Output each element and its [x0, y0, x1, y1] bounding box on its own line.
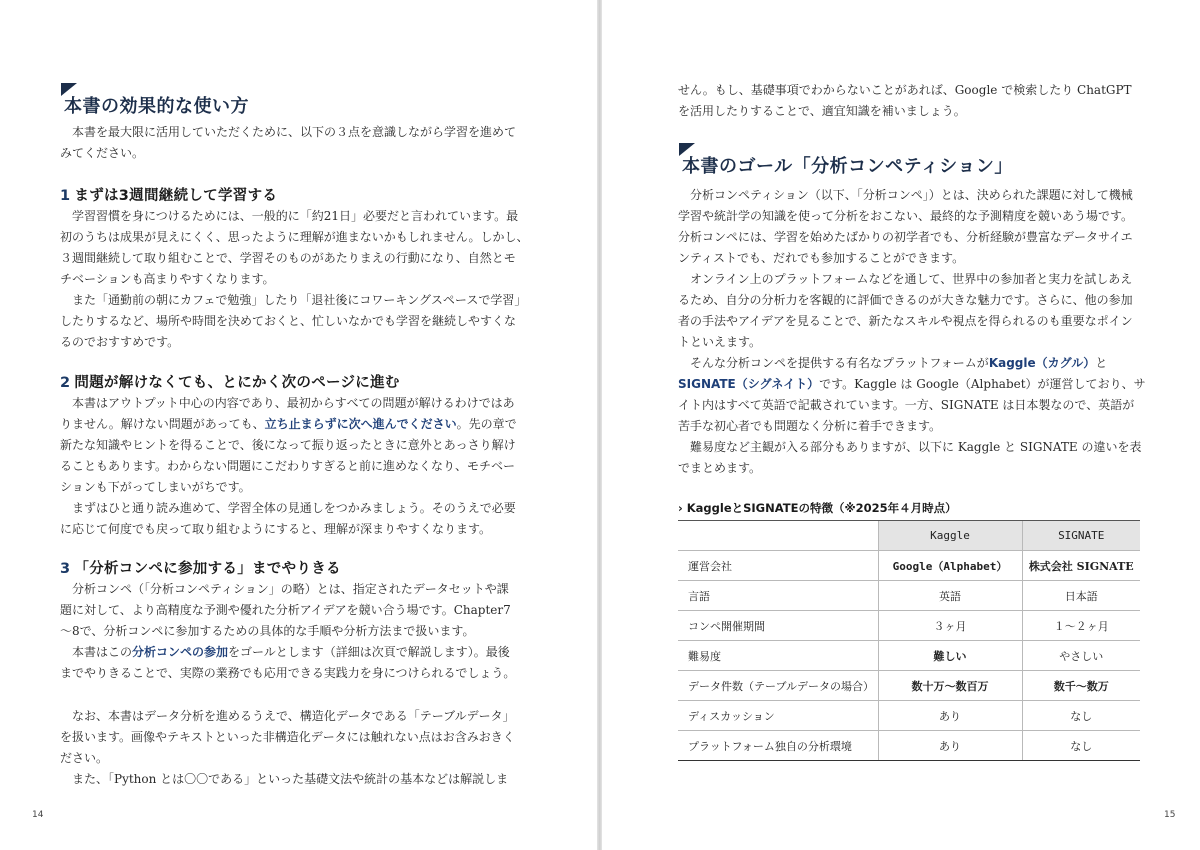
table-row-label: データ件数（テーブルデータの場合）	[678, 671, 878, 701]
table-cell: あり	[878, 731, 1022, 761]
subheading-number: 2	[60, 375, 71, 391]
table-cell: １～２ヶ月	[1022, 611, 1140, 641]
body-text: をゴールとします（詳細は次頁で解説します）。最後	[228, 645, 510, 659]
body-line: るのでおすすめです。	[60, 335, 180, 349]
subheading-text: まずは3週間継続して学習する	[74, 188, 278, 204]
body-line: 分析コンペティション（以下、「分析コンペ」）とは、決められた課題に対して機械	[678, 188, 1133, 202]
body-text: そんな分析コンペを提供する有名なプラットフォームが	[678, 356, 989, 370]
table-cell: 数千～数万	[1022, 671, 1140, 701]
table-header-cell: Kaggle	[878, 521, 1022, 551]
subheading-3	[60, 557, 341, 578]
body-line	[678, 355, 1107, 371]
body-line: ンティストでも、だれでも参加することができます。	[678, 251, 965, 265]
page-number: 15	[1164, 810, 1176, 820]
table-row	[678, 641, 1140, 671]
subheading-text: 問題が解けなくても、とにかく次のページに進む	[74, 375, 400, 391]
table-header-cell: SIGNATE	[1022, 521, 1140, 551]
body-line: 分析コンペ（「分析コンペティション」の略）とは、指定されたデータセットや課	[60, 582, 509, 596]
body-text: と	[1095, 356, 1108, 370]
table-cell: 数十万～数百万	[878, 671, 1022, 701]
body-line: 者の手法やアイデアを見ることで、新たなスキルや視点を得られるのも重要なポイン	[678, 314, 1133, 328]
table-cell: 株式会社 SIGNATE	[1022, 551, 1140, 581]
body-line: 本書はアウトプット中心の内容であり、最初からすべての問題が解けるわけではあ	[60, 396, 515, 410]
table-cell: 英語	[878, 581, 1022, 611]
table-cell: あり	[878, 701, 1022, 731]
body-line	[60, 644, 510, 660]
heading-corner-mark	[679, 143, 695, 156]
intro-line: みてください。	[60, 146, 145, 160]
table-header-cell	[678, 521, 878, 551]
table-title: › KaggleとSIGNATEの特徴（※2025年４月時点）	[678, 501, 957, 515]
body-line: ることもあります。わからない問題にこだわりすぎると前に進めなくなり、モチベー	[60, 459, 516, 473]
heading-text: 本書の効果的な使い方	[64, 96, 249, 117]
body-line: イト内はすべて英語で記載されています。一方、SIGNATE は日本製なので、英語が	[678, 398, 1135, 412]
highlight-text: SIGNATE（シグネイト）	[678, 377, 820, 391]
table-cell: やさしい	[1022, 641, 1140, 671]
table-row-label: 運営会社	[678, 551, 878, 581]
table-row	[678, 581, 1140, 611]
body-line: 分析コンペには、学習を始めたばかりの初学者でも、分析経験が豊富なデータサイエ	[678, 230, 1133, 244]
body-line: を活用したりすることで、適宜知識を補いましょう。	[678, 104, 966, 118]
table-row-label: 難易度	[678, 641, 878, 671]
body-text: です。Kaggle は Google（Alphabet）が運営しており、サ	[819, 377, 1146, 391]
body-line: チベーションも高まりやすくなります。	[60, 272, 275, 286]
highlight-text: 立ち止まらずに次へ進んでください	[264, 417, 457, 431]
highlight-text: Kaggle（カグル）	[988, 356, 1096, 370]
section-heading	[64, 92, 249, 118]
body-line: また「通勤前の朝にカフェで勉強」したり「退社後にコワーキングスペースで学習」	[60, 293, 527, 307]
body-line: 題に対して、より高精度な予測や優れた分析アイデアを競い合う場です。Chapter7	[60, 603, 511, 617]
body-line: ださい。	[60, 751, 109, 765]
intro-line: 本書を最大限に活用していただくために、以下の３点を意識しながら学習を進めて	[60, 125, 517, 139]
table-cell: Google（Alphabet）	[878, 551, 1022, 581]
table-cell: 日本語	[1022, 581, 1140, 611]
table-row	[678, 551, 1140, 581]
body-text: りません。解けない問題があっても、	[60, 417, 265, 431]
heading-corner-mark	[61, 83, 77, 96]
highlight-text: 分析コンペの参加	[132, 645, 229, 659]
body-line: トといえます。	[678, 335, 762, 349]
table-row	[678, 611, 1140, 641]
body-line: 難易度など主観が入る部分もありますが、以下に Kaggle と SIGNATE の違いを表	[678, 440, 1142, 454]
table-row-label: コンペ開催期間	[678, 611, 878, 641]
body-line: 学習や統計学の知識を使って分析をおこない、最終的な予測精度を競いあう場です。	[678, 209, 1134, 223]
body-text: 本書はこの	[60, 645, 133, 659]
heading-text: 本書のゴール「分析コンペティション」	[682, 156, 1013, 177]
section-heading	[682, 152, 1013, 178]
body-line: また、「Python とは〇〇である」といった基礎文法や統計の基本などは解説しま	[60, 772, 509, 786]
body-line: に応じて何度でも戻って取り組むようにすると、理解が深まりやすくなります。	[60, 522, 492, 536]
body-line: ３週間継続して取り組むことで、学習そのものがあたりまえの行動になり、自然とモ	[60, 251, 516, 265]
table-cell: なし	[1022, 701, 1140, 731]
body-line: を扱います。画像やテキストといった非構造化データには触れない点はお含みおきく	[60, 730, 515, 744]
table-header-row	[678, 521, 1140, 551]
left-page	[0, 0, 598, 850]
body-line: なお、本書はデータ分析を進めるうえで、構造化データである「テーブルデータ」	[60, 709, 515, 723]
body-line: せん。もし、基礎事項でわからないことがあれば、Google で検索したり ChatGPT	[678, 83, 1132, 97]
table-cell: なし	[1022, 731, 1140, 761]
table-cell: ３ヶ月	[878, 611, 1022, 641]
body-line: ～8で、分析コンペに参加するための具体的な手順や分析方法まで扱います。	[60, 624, 475, 638]
table-row	[678, 731, 1140, 761]
body-line	[60, 416, 517, 432]
body-line: 新たな知識やヒントを得ることで、後になって振り返ったときに意外とあっさり解け	[60, 438, 516, 452]
body-line: 初のうちは成果が見えにくく、思ったように理解が進まないかもしれません。しかし、	[60, 230, 529, 244]
body-line: 学習習慣を身につけるためには、一般的に「約21日」必要だと言われています。最	[60, 209, 519, 223]
subheading-1	[60, 184, 277, 205]
table-row-label: ディスカッション	[678, 701, 878, 731]
body-line: まずはひと通り読み進めて、学習全体の見通しをつかみましょう。そのうえで必要	[60, 501, 516, 515]
subheading-number: 1	[60, 188, 71, 204]
subheading-text: 「分析コンペに参加する」までやりきる	[74, 561, 341, 577]
body-text: 。先の章で	[456, 417, 517, 431]
table-row-label: プラットフォーム独自の分析環境	[678, 731, 878, 761]
body-line: オンライン上のプラットフォームなどを通して、世界中の参加者と実力を試しあえ	[678, 272, 1133, 286]
body-line: るため、自分の分析力を客観的に評価できるのが大きな魅力です。さらに、他の参加	[678, 293, 1133, 307]
body-line: でまとめます。	[678, 461, 762, 475]
comparison-table	[678, 520, 1140, 761]
right-page	[602, 0, 1200, 850]
table-row	[678, 701, 1140, 731]
table-row	[678, 671, 1140, 701]
subheading-2	[60, 371, 400, 392]
table-row-label: 言語	[678, 581, 878, 611]
subheading-number: 3	[60, 561, 71, 577]
body-line	[678, 376, 1146, 392]
table-cell: 難しい	[878, 641, 1022, 671]
body-line: したりするなど、場所や時間を決めておくと、忙しいなかでも学習を継続しやすくな	[60, 314, 517, 328]
body-line: までやりきることで、実際の業務でも応用できる実践力を身につけられるでしょう。	[60, 666, 516, 680]
body-line: ションも下がってしまいがちです。	[60, 480, 251, 494]
page-number: 14	[32, 810, 44, 820]
body-line: 苦手な初心者でも問題なく分析に着手できます。	[678, 419, 942, 433]
